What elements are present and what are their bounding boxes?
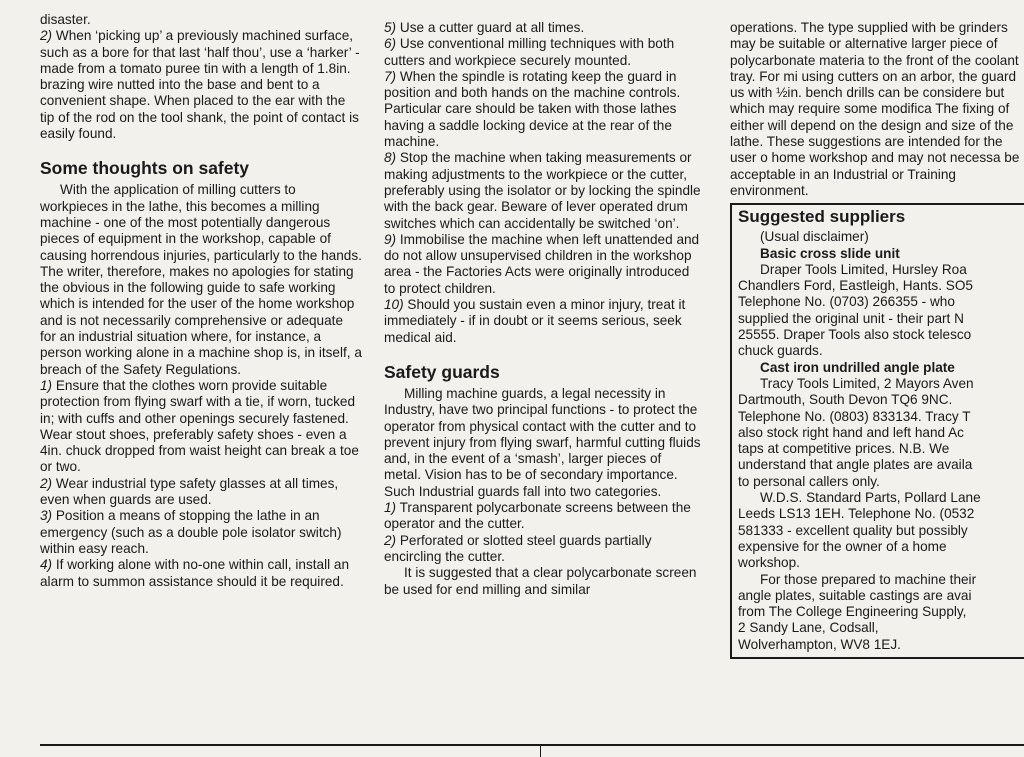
supplier-line: 2 Sandy Lane, Codsall, (738, 620, 879, 636)
item-number: 2) (40, 28, 53, 44)
safety-list (384, 20, 702, 346)
suppliers-title: Suggested suppliers (738, 207, 906, 227)
supplier-line: Telephone No. (0703) 266355 - who (738, 294, 955, 310)
supplier-line: Leeds LS13 1EH. Telephone No. (0532 (738, 506, 975, 522)
paragraph: Milling machine guards, a legal necessity in Industry, have two principal functions - to protect the operator from physical contact with the cutter and to prevent injury from flying swarf, harmful cutting fluids and, in the event of a ‘smash’, larger pieces of metal. Vision has to be of secondary importance. Such Industrial guards fall into two categories. (384, 385, 701, 499)
paragraph (40, 28, 362, 142)
list-item (40, 378, 362, 476)
supplier-line: also stock right hand and left hand Ac (738, 424, 964, 440)
item-number: 4) (40, 557, 53, 573)
section-heading: Some thoughts on safety (40, 158, 250, 179)
list-item (40, 508, 362, 557)
item-text: Transparent polycarbonate screens between the operator and the cutter. (384, 500, 691, 532)
item-number: 5) (384, 20, 397, 35)
bottom-rule (40, 744, 1024, 746)
list-item (40, 476, 362, 509)
supplier-line: supplied the original unit - their part N (738, 310, 964, 326)
supplier-line: expensive for the owner of a home (738, 538, 947, 554)
list-item (384, 36, 702, 69)
item-text: Should you sustain even a minor injury, treat it immediately - if in doubt or it seems serious, seek medical aid. (384, 297, 686, 345)
article-column-1 (40, 12, 362, 590)
supplier-line: from The College Engineering Supply, (738, 604, 967, 620)
item-number: 3) (40, 508, 53, 524)
list-item (384, 297, 702, 346)
paragraph: disaster. (40, 12, 91, 27)
list-item (384, 69, 702, 150)
list-item (384, 232, 702, 297)
supplier-line: Wolverhampton, WV8 1EJ. (738, 636, 901, 652)
list-item (384, 150, 702, 231)
disclaimer: (Usual disclaimer) (760, 229, 869, 245)
supplier-line: Telephone No. (0803) 833134. Tracy T (738, 408, 971, 424)
supplier-line: to personal callers only. (738, 473, 880, 489)
article-column-3 (730, 20, 1024, 659)
item-number: 10) (384, 297, 404, 313)
item-text: Perforated or slotted steel guards partially encircling the cutter. (384, 532, 652, 564)
item-text: Use a cutter guard at all times. (396, 20, 585, 35)
item-number: 2) (384, 532, 397, 548)
item-text: When the spindle is rotating keep the guard in position and both hands on the machine controls. Particular care should be taken with those lathes having a saddle locking device at the rear of the machine. (384, 68, 681, 150)
item-number: 1) (40, 377, 53, 393)
supplier-line: 581333 - excellent quality but possibly (738, 522, 968, 538)
suppliers-box (730, 203, 1024, 659)
item-number: 6) (384, 36, 397, 52)
supplier-subheading: Basic cross slide unit (760, 245, 900, 261)
item-text: If working alone with no-one within call, install an alarm to summon assistance should it be required. (40, 557, 350, 589)
item-text: Immobilise the machine when left unattended and do not allow unsupervised children in the workshop area - the Factories Acts were originally introduced to protect children. (384, 231, 700, 296)
supplier-subheading: Cast iron undrilled angle plate (760, 359, 955, 375)
list-item (384, 500, 702, 533)
supplier-line: chuck guards. (738, 343, 823, 359)
safety-list (40, 378, 362, 590)
list-item (384, 20, 702, 36)
paragraph: It is suggested that a clear polycarbonate screen be used for end milling and similar (384, 565, 697, 597)
list-item (384, 533, 702, 566)
item-text: When ‘picking up’ a previously machined surface, such as a bore for that last ‘half thou’, use a ‘harker’ - made from a tomato puree tin with a length of 1.8in. brazing wire nutted into the base and bent to a convenient shape. When placed to the ear with the tip of the rod on the tool shank, the point of contact is easily found. (40, 28, 360, 142)
supplier-line: Tracy Tools Limited, 2 Mayors Aven (760, 375, 974, 391)
item-number: 1) (384, 500, 397, 516)
paragraph: operations. The type supplied with be grinders may be suitable or alternative larger piece of polycarbonate materia to the front of the coolant tray. For mi using cutters on an arbor, the guard us with ½in. bench drills can be considere but which may require some modifica The fixing of either will depend on the design and size of the lathe. These suggestions are intended for the user o home workshop and may not necessa be acceptable in an Industrial or Training environment. (730, 20, 1020, 198)
paragraph: With the application of milling cutters to workpieces in the lathe, this becomes a milling machine - one of the most potentially dangerous pieces of equipment in the workshop, capable of causing horrendous injuries, particularly to the hands. The writer, therefore, makes no apologies for stating the obvious in the following guide to safe working which is intended for the user of the home workshop and is not necessarily comprehensive or adequate for an industrial situation where, for instance, a person working alone in a machine shop is, in itself, a breach of the Safety Regulations. (40, 182, 362, 377)
item-text: Wear industrial type safety glasses at all times, even when guards are used. (40, 475, 339, 508)
item-text: Stop the machine when taking measurements or making adjustments to the workpiece or the cutter, preferably using the isolator or by locking the spindle with the back gear. Beware of lever operated drum switches which can accidentally be switched ‘on’. (384, 150, 701, 231)
supplier-line: 25555. Draper Tools also stock telesco (738, 327, 972, 343)
supplier-line: Chandlers Ford, Eastleigh, Hants. SO5 (738, 278, 973, 294)
supplier-line: For those prepared to machine their (760, 571, 977, 587)
section-heading: Safety guards (384, 361, 500, 382)
item-text: Use conventional milling techniques with both cutters and workpiece securely mounted. (384, 36, 675, 68)
item-number: 2) (40, 475, 53, 491)
list-item (40, 557, 362, 590)
supplier-line: taps at competitive prices. N.B. We (738, 441, 950, 457)
supplier-line: W.D.S. Standard Parts, Pollard Lane (760, 490, 981, 506)
item-text: Ensure that the clothes worn provide suitable protection from flying swarf with a tie, if worn, tucked in; with cuffs and other openings securely fastened. Wear stout shoes, preferably safety shoes - even a 4in. chuck dropped from waist height can break a toe or two. (40, 377, 359, 475)
supplier-line: Draper Tools Limited, Hursley Roa (760, 261, 967, 277)
item-number: 9) (384, 231, 397, 247)
item-text: Position a means of stopping the lathe in an emergency (such as a double pole isolator switch) within easy reach. (40, 508, 342, 556)
supplier-line: angle plates, suitable castings are avai (738, 587, 972, 603)
item-number: 8) (384, 150, 397, 166)
supplier-line: Dartmouth, South Devon TQ6 9NC. (738, 392, 953, 408)
item-number: 7) (384, 68, 397, 84)
article-column-2 (384, 20, 702, 598)
column-divider (540, 746, 541, 757)
supplier-line: understand that angle plates are availa (738, 457, 973, 473)
supplier-line: workshop. (738, 555, 800, 571)
